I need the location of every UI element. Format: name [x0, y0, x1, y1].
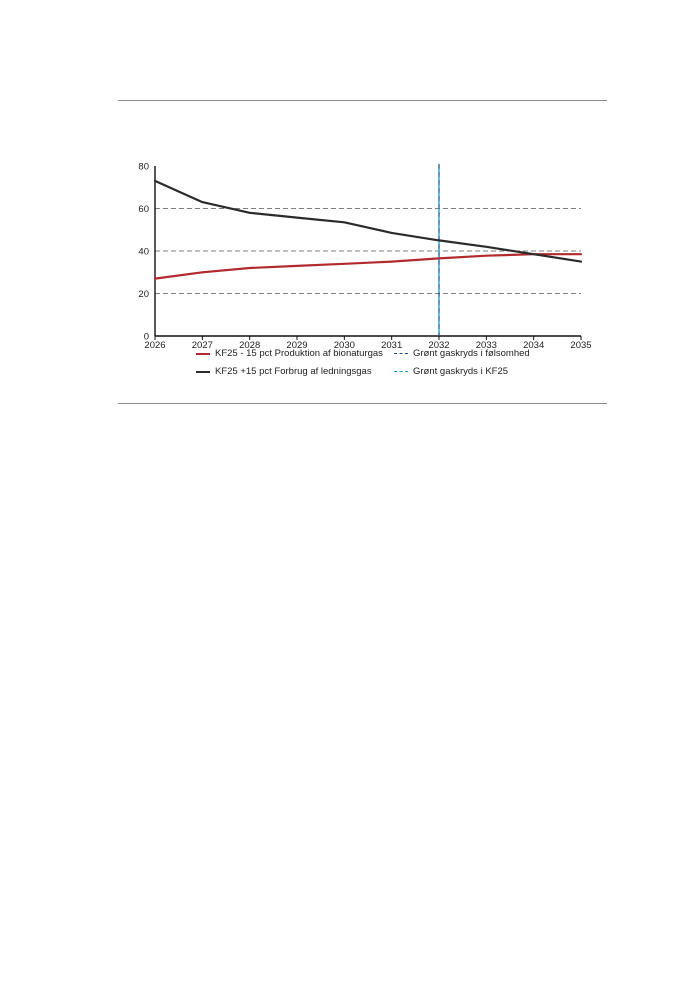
x-tick-label: 2031 — [381, 340, 403, 351]
legend-item-series-1 — [196, 348, 383, 359]
legend-swatch-marker-2 — [394, 371, 408, 372]
x-tick-label: 2030 — [333, 340, 355, 351]
x-tick-label: 2035 — [570, 340, 592, 351]
x-tick-label: 2034 — [523, 340, 545, 351]
x-tick-label: 2028 — [239, 340, 261, 351]
series-layer — [155, 181, 581, 279]
legend-item-marker-2 — [394, 366, 508, 377]
x-tick-label: 2026 — [144, 340, 166, 351]
legend-swatch-marker-1 — [394, 353, 408, 354]
series-line-2 — [155, 181, 581, 262]
legend-swatch-series-1 — [196, 353, 210, 355]
y-tick-label: 80 — [138, 161, 149, 173]
legend-swatch-series-2 — [196, 371, 210, 373]
axis-layer — [155, 166, 581, 340]
label-layer — [138, 162, 591, 352]
y-tick-label: 20 — [138, 289, 149, 300]
legend-label-series-2: KF25 +15 pct Forbrug af ledningsgas — [215, 366, 372, 377]
legend-item-marker-1 — [394, 348, 530, 359]
y-tick-label: 60 — [138, 204, 149, 215]
series-line-1 — [155, 254, 581, 278]
legend-label-marker-1: Grønt gaskryds i følsomhed — [413, 348, 530, 359]
x-tick-label: 2033 — [475, 340, 497, 351]
y-tick-label: 40 — [138, 246, 149, 258]
x-tick-label: 2029 — [286, 340, 308, 351]
y-tick-label: 0 — [143, 331, 149, 343]
x-tick-label: 2027 — [191, 340, 213, 351]
legend-label-series-1: KF25 - 15 pct Produktion af bionaturgas — [215, 348, 383, 359]
legend-label-marker-2: Grønt gaskryds i KF25 — [413, 366, 509, 377]
x-tick-label: 2032 — [428, 340, 450, 351]
legend-item-series-2 — [196, 366, 372, 377]
